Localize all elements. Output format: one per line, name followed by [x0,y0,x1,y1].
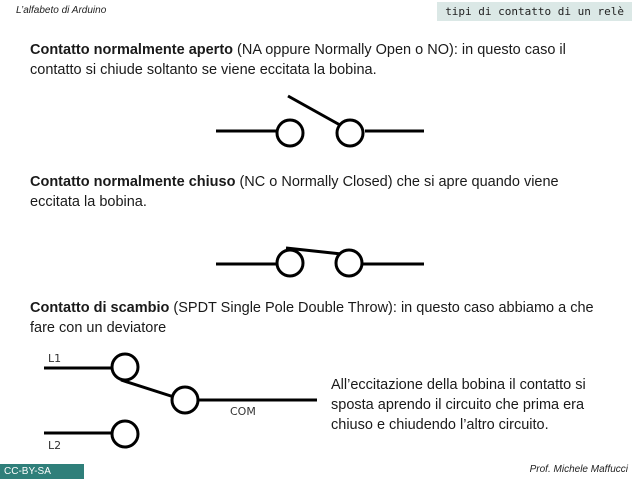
header-topic-tag: tipi di contatto di un relè [437,2,632,21]
spdt-contact-symbol [44,354,317,447]
spdt-explanation: All’eccitazione della bobina il contatto si sposta aprendo il circuito che prima era chiuso e chiudendo l’altro circuito. [331,377,586,433]
section-no-title: Contatto normalmente aperto [30,42,234,58]
author-credit: Prof. Michele Maffucci [529,464,628,475]
section-no-text: (NA oppure Normally Open o NO): in questo caso il contatto si chiude soltanto se viene eccitata la bobina. [30,42,566,78]
nc-contact-symbol [216,248,424,276]
l2-label: L2 [48,439,62,452]
section-spdt-title: Contatto di scambio [30,300,170,316]
license-badge: CC-BY-SA [0,464,84,479]
header-title: L’alfabeto di Arduino [16,5,107,16]
no-contact-symbol [216,96,424,146]
section-nc-text: (NC o Normally Closed) che si apre quando viene eccitata la bobina. [30,174,559,210]
section-spdt-text: (SPDT Single Pole Double Throw): in questo caso abbiamo a che fare con un deviatore [30,300,594,336]
section-nc-title: Contatto normalmente chiuso [30,174,236,190]
l1-label: L1 [48,352,62,365]
com-label: COM [230,405,256,418]
